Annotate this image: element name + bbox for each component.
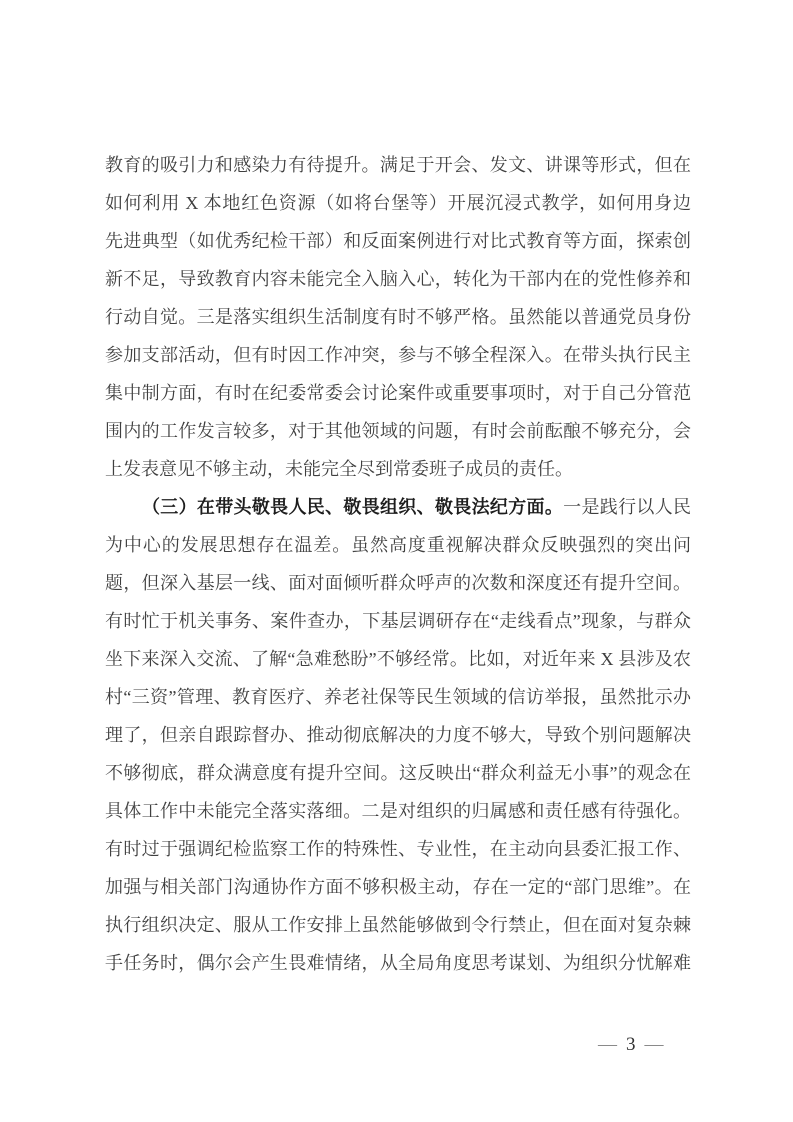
text-line: 上发表意见不够主动，未能完全尽到常委班子成员的责任。	[105, 459, 573, 479]
text-line: 村“三资”管理、教育医疗、养老社保等民生领域的信访举报，虽然批示办	[105, 687, 691, 707]
page-number-left-dash: —	[598, 1034, 617, 1055]
text-line: 坐下来深入交流、了解“急难愁盼”不够经常。比如，对近年来 X 县涉及农	[105, 649, 691, 669]
text-run: 一是践行以人民	[563, 497, 691, 517]
text-line: 有时过于强调纪检监察工作的特殊性、专业性，在主动向县委汇报工作、	[105, 839, 691, 859]
text-line: 题，但深入基层一线、面对面倾听群众呼声的次数和深度还有提升空间。	[105, 573, 691, 593]
text-line	[105, 488, 691, 526]
text-line: 教育的吸引力和感染力有待提升。满足于开会、发文、讲课等形式，但在	[105, 155, 691, 175]
text-line: 有时忙于机关事务、案件查办，下基层调研存在“走线看点”现象，与群众	[105, 611, 691, 631]
text-line: 参加支部活动，但有时因工作冲突，参与不够全程深入。在带头执行民主	[105, 345, 691, 365]
text-line: 集中制方面，有时在纪委常委会讨论案件或重要事项时，对于自己分管范	[105, 383, 691, 403]
text-line: 加强与相关部门沟通协作方面不够积极主动，存在一定的“部门思维”。在	[105, 877, 691, 897]
text-line: 新不足，导致教育内容未能完全入脑入心，转化为干部内在的党性修养和	[105, 269, 691, 289]
text-line: 行动自觉。三是落实组织生活制度有时不够严格。虽然能以普通党员身份	[105, 307, 691, 327]
text-line: 手任务时，偶尔会产生畏难情绪，从全局角度思考谋划、为组织分忧解难	[105, 953, 691, 973]
text-line: 理了，但亲自跟踪督办、推动彻底解决的力度不够大，导致个别问题解决	[105, 725, 691, 745]
page-number	[598, 1032, 664, 1058]
text-line: 先进典型（如优秀纪检干部）和反面案例进行对比式教育等方面，探索创	[105, 231, 691, 251]
section-heading: （三）在带头敬畏人民、敬畏组织、敬畏法纪方面。	[142, 497, 564, 517]
text-line: 执行组织决定、服从工作安排上虽然能够做到令行禁止，但在面对复杂棘	[105, 915, 691, 935]
text-line: 具体工作中未能完全落实落细。二是对组织的归属感和责任感有待强化。	[105, 801, 691, 821]
page-number-right-dash: —	[644, 1034, 664, 1055]
page-number-value: 3	[626, 1034, 636, 1055]
text-line: 为中心的发展思想存在温差。虽然高度重视解决群众反映强烈的突出问	[105, 535, 691, 555]
text-line: 不够彻底，群众满意度有提升空间。这反映出“群众利益无小事”的观念在	[105, 763, 691, 783]
text-line: 围内的工作发言较多，对于其他领域的问题，有时会前酝酿不够充分，会	[105, 421, 691, 441]
text-line: 如何利用 X 本地红色资源（如将台堡等）开展沉浸式教学，如何用身边	[105, 193, 691, 213]
document-body	[105, 146, 691, 982]
